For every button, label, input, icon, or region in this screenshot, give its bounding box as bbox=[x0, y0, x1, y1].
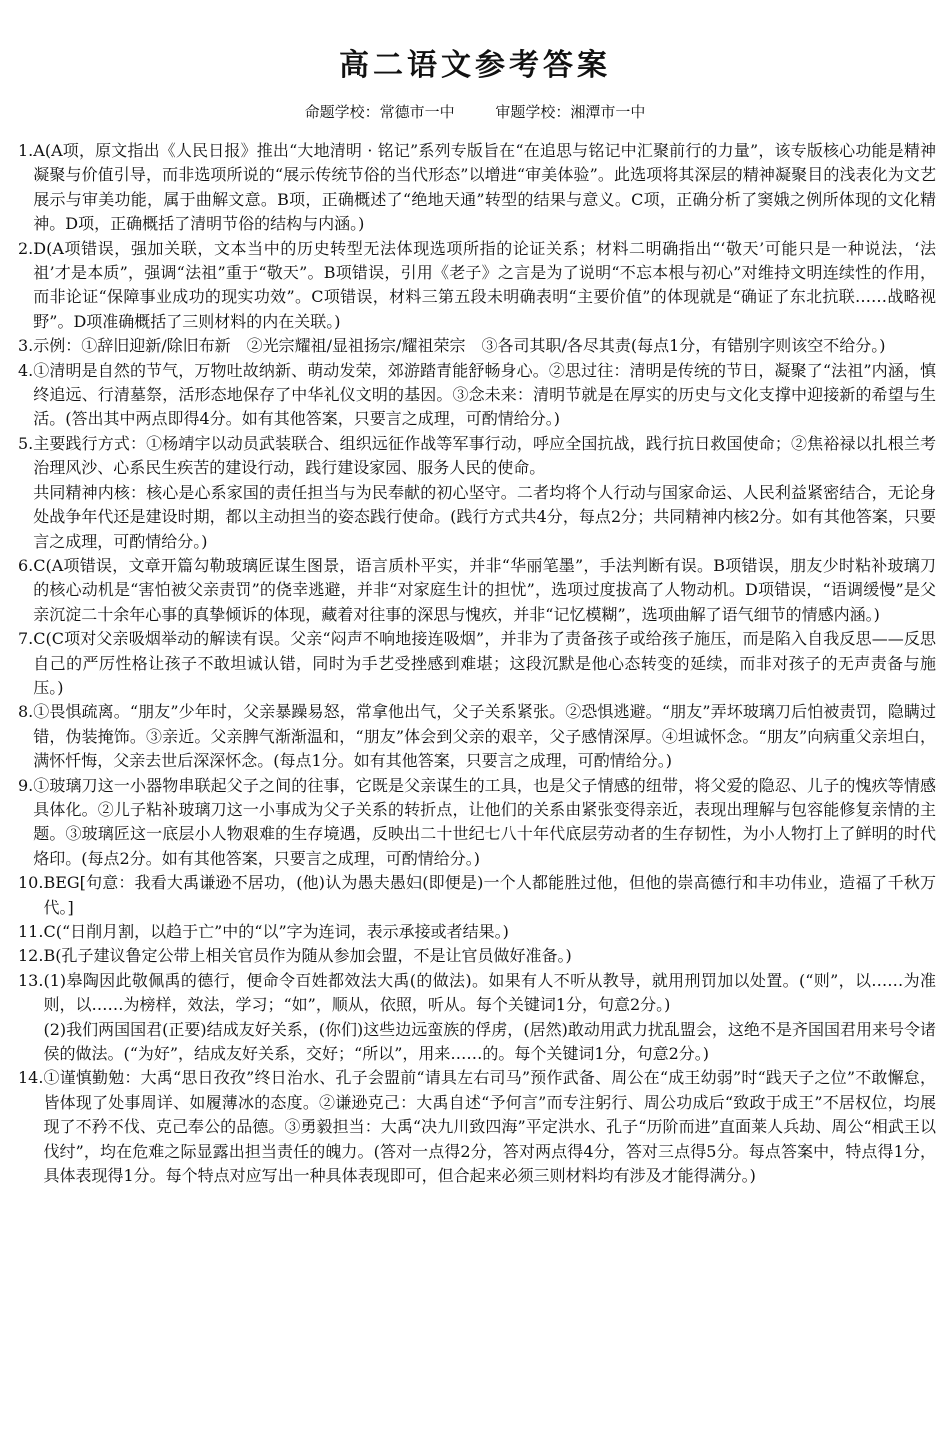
answer-item-9 bbox=[18, 774, 936, 872]
answer-paragraph: C(C项对父亲吸烟举动的解读有误。父亲“闷声不响地接连吸烟”，并非为了责备孩子或给孩子施压，而是陷入自我反思——反思自己的严厉性格让孩子不敢坦诚认错，同时为手艺受挫感到难堪；这段沉默是他心态转变的延续，而非对孩子的无声责备与施压。) bbox=[33, 629, 936, 697]
answer-content bbox=[43, 1066, 936, 1188]
answer-content bbox=[43, 944, 936, 968]
answer-paragraph: D(A项错误，强加关联，文本当中的历史转型无法体现选项所指的论证关系；材料二明确指出“‘敬天’可能只是一种说法，‘法祖’才是本质”，强调“法祖”重于“敬天”。B项错误，引用《老子》之言是为了说明“不忘本根与初心”对维持文明连续性的作用，而非论证“保障事业成功的现实功效”。C项错误，材料三第五段未明确表明“主要价值”的体现就是“确证了东北抗联……战略视野”。D项准确概括了三则材料的内在关联。) bbox=[33, 238, 936, 331]
answer-content bbox=[33, 334, 936, 358]
answer-number: 2. bbox=[18, 238, 34, 258]
answer-number: 9. bbox=[18, 775, 34, 795]
answer-number: 4. bbox=[18, 360, 34, 380]
answer-paragraph: C(“日削月割，以趋于亡”中的“以”字为连词，表示承接或者结果。) bbox=[43, 922, 509, 941]
answer-item-7 bbox=[18, 627, 936, 700]
answer-content bbox=[33, 237, 936, 335]
answer-content bbox=[33, 359, 936, 432]
answer-item-12 bbox=[18, 944, 936, 968]
answer-number: 5. bbox=[18, 433, 34, 453]
answer-content bbox=[33, 432, 936, 554]
answer-number: 6. bbox=[18, 555, 34, 575]
answer-item-13 bbox=[18, 969, 936, 1067]
answer-content bbox=[33, 139, 936, 237]
answer-item-6 bbox=[18, 554, 936, 627]
answer-item-4 bbox=[18, 359, 936, 432]
school-info bbox=[0, 101, 950, 122]
answer-paragraph: ①谨慎勤勉：大禹“思日孜孜”终日治水、孔子会盟前“请具左右司马”预作武备、周公在“成王幼弱”时“践天子之位”不敢懈怠，皆体现了处事周详、如履薄冰的态度。②谦逊克己：大禹自述“予何言”而专注躬行、周公功成后“致政于成王”不居权位，均展现了不矜不伐、克己奉公的品德。③勇毅担当：大禹“决九川致四海”平定洪水、孔子“历阶而进”直面莱人兵劫、周公“相武王以伐纣”，均在危难之际显露出担当责任的魄力。(答对一点得2分，答对两点得4分，答对三点得5分。每点答案中，特点得1分，具体表现得1分。每个特点对应写出一种具体表现即可，但合起来必须三则材料均有涉及才能得满分。) bbox=[43, 1068, 936, 1186]
answer-number: 1. bbox=[18, 141, 34, 160]
answer-item-10 bbox=[18, 871, 936, 920]
answer-content bbox=[43, 969, 936, 1067]
answer-content bbox=[33, 627, 936, 700]
answer-paragraph: A(A项，原文指出《人民日报》推出“大地清明 · 铭记”系列专版旨在“在追思与铭记中汇聚前行的力量”，该专版核心功能是精神凝聚与价值引导，而非选项所说的“展示传统节俗的当代形态”以增进“审美体验”。此选项将其深层的精神凝聚目的浅表化为文艺展示与审美功能，属于曲解文意。B项，正确概述了“绝地天通”转型的结果与意义。C项，正确分析了窦娥之例所体现的文化精神。D项，正确概括了清明节俗的结构与内涵。) bbox=[33, 141, 936, 234]
answer-paragraph: (1)皋陶因此敬佩禹的德行，便命令百姓都效法大禹(的做法)。如果有人不听从教导，就用刑罚加以处置。(“则”，以……为准则，以……为榜样，效法，学习；“如”，顺从，依照，听从。每个关键词1分，句意2分。) bbox=[43, 970, 936, 1015]
answer-number: 11. bbox=[18, 922, 44, 941]
answer-paragraph: ①清明是自然的节气，万物吐故纳新、萌动发荣，郊游踏青能舒畅身心。②思过往：清明是传统的节日，凝聚了“法祖”内涵，慎终追远、行清墓祭，活形态地保存了中华礼仪文明的基因。③念未来：清明节就是在厚实的历史与文化支撑中迎接新的希望与生活。(答出其中两点即得4分。如有其他答案，只要言之成理，可酌情给分。) bbox=[33, 360, 936, 429]
answer-paragraph: 主要践行方式：①杨靖宇以动员武装联合、组织远征作战等军事行动，呼应全国抗战，践行抗日救国使命；②焦裕禄以扎根兰考治理风沙、心系民生疾苦的建设行动，践行建设家园、服务人民的使命。 bbox=[33, 433, 936, 478]
answer-number: 8. bbox=[18, 702, 34, 722]
answer-item-11 bbox=[18, 920, 936, 944]
answer-paragraph: C(A项错误，文章开篇勾勒玻璃匠谋生图景，语言质朴平实，并非“华丽笔墨”，手法判断有误。B项错误，朋友少时粘补玻璃刀的核心动机是“害怕被父亲责罚”的侥幸逃避，并非“对家庭生计的担忧”，选项过度拔高了人物动机。D项错误，“语调缓慢”是父亲沉淀二十余年心事的真挚倾诉的体现，藏着对往事的深思与愧疚，并非“记忆模糊”，选项曲解了语气细节的情感内涵。) bbox=[33, 555, 936, 624]
answer-paragraph: ①玻璃刀这一小器物串联起父子之间的往事，它既是父亲谋生的工具，也是父子情感的纽带，将父爱的隐忍、儿子的愧疚等情感具体化。②儿子粘补玻璃刀这一小事成为父子关系的转折点，让他们的关系由紧张变得亲近，表现出理解与包容能修复亲情的主题。③玻璃匠这一底层小人物艰难的生存境遇，反映出二十世纪七八十年代底层劳动者的生存韧性，为小人物打上了鲜明的时代烙印。(每点2分。如有其他答案，只要言之成理，可酌情给分。) bbox=[33, 775, 936, 868]
proposer-school: 命题学校：常德市一中 bbox=[304, 103, 455, 121]
page-title: 高二语文参考答案 bbox=[339, 48, 611, 83]
answer-item-14 bbox=[18, 1066, 936, 1188]
answer-number: 10. bbox=[18, 873, 44, 893]
answer-paragraph: ①畏惧疏离。“朋友”少年时，父亲暴躁易怒，常拿他出气，父子关系紧张。②恐惧逃避。“朋友”弄坏玻璃刀后怕被责罚，隐瞒过错，伪装掩饰。③亲近。父亲脾气渐渐温和，“朋友”体会到父亲的艰辛，父子感情深厚。④坦诚怀念。“朋友”向病重父亲坦白，满怀忏悔，父亲去世后深深怀念。(每点1分。如有其他答案，只要言之成理，可酌情给分。) bbox=[33, 702, 936, 771]
answer-content bbox=[43, 871, 936, 920]
answer-paragraph: B(孔子建议鲁定公带上相关官员作为随从参加会盟，不是让官员做好准备。) bbox=[43, 946, 572, 966]
answer-content bbox=[33, 554, 936, 627]
answer-item-1 bbox=[18, 139, 936, 237]
answer-number: 7. bbox=[18, 629, 34, 649]
answer-item-3 bbox=[18, 334, 936, 358]
answer-item-8 bbox=[18, 700, 936, 773]
reviewer-school: 审题学校：湘潭市一中 bbox=[495, 103, 646, 121]
answer-paragraph: (2)我们两国国君(正要)结成友好关系，(你们)这些边远蛮族的俘虏，(居然)敢动用武力扰乱盟会，这绝不是齐国国君用来号令诸侯的做法。(“为好”，结成友好关系，交好；“所以”，用来……的。每个关键词1分，句意2分。) bbox=[43, 1019, 936, 1064]
answer-paragraph: 示例：①辞旧迎新/除旧布新 ②光宗耀祖/显祖扬宗/耀祖荣宗 ③各司其职/各尽其责(每点1分，有错别字则该空不给分。) bbox=[33, 336, 886, 356]
answer-content bbox=[43, 920, 936, 944]
answer-item-5 bbox=[18, 432, 936, 554]
answer-number: 14. bbox=[18, 1068, 44, 1088]
answer-paragraph: 共同精神内核：核心是心系家国的责任担当与为民奉献的初心坚守。二者均将个人行动与国家命运、人民利益紧密结合，无论身处战争年代还是建设时期，都以主动担当的姿态践行使命。(践行方式共4分，每点2分；共同精神内核2分。如有其他答案，只要言之成理，可酌情给分。) bbox=[33, 482, 936, 551]
answer-paragraph: BEG[句意：我看大禹谦逊不居功，(他)认为愚夫愚妇(即便是)一个人都能胜过他，但他的崇高德行和丰功伟业，造福了千秋万代。] bbox=[43, 873, 936, 917]
answer-number: 3. bbox=[18, 336, 34, 356]
answer-item-2 bbox=[18, 237, 936, 335]
answer-content bbox=[33, 700, 936, 773]
answer-list bbox=[18, 139, 936, 1373]
answer-number: 13. bbox=[18, 970, 44, 990]
answer-content bbox=[33, 774, 936, 872]
answer-number: 12. bbox=[18, 946, 44, 966]
